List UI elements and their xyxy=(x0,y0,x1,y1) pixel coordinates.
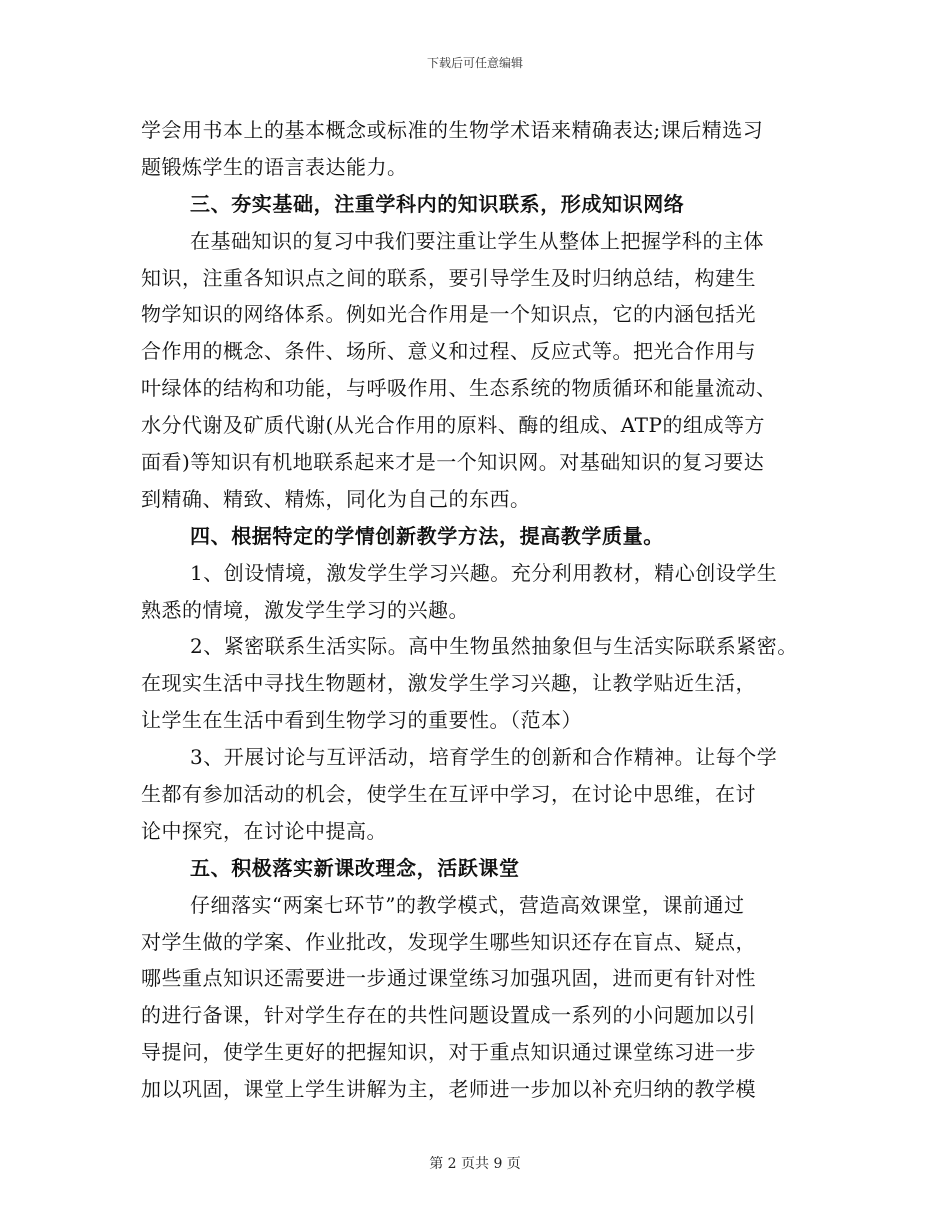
paragraph-line: 哪些重点知识还需要进一步通过课堂练习加强巩固，进而更有针对性 xyxy=(141,966,756,991)
paragraph-line: 物学知识的网络体系。例如光合作用是一个知识点，它的内涵包括光 xyxy=(141,302,756,327)
paragraph-line: 仔细落实“两案七环节”的教学模式，营造高效课堂，课前通过 xyxy=(190,892,745,917)
paragraph-line: 3、开展讨论与互评活动，培育学生的创新和合作精神。让每个学 xyxy=(190,745,778,770)
paragraph-line: 到精确、精致、精炼，同化为自己的东西。 xyxy=(141,486,531,511)
section-heading: 四、根据特定的学情创新教学方法，提高教学质量。 xyxy=(190,523,664,548)
page-header-note: 下载后可任意编辑 xyxy=(426,56,523,70)
section-heading: 五、积极落实新课改理念，活跃课堂 xyxy=(190,855,520,880)
section-heading: 三、夯实基础，注重学科内的知识联系，形成知识网络 xyxy=(190,191,685,216)
paragraph-line: 合作用的概念、条件、场所、意义和过程、反应式等。把光合作用与 xyxy=(141,339,756,364)
paragraph-line: 1、创设情境，激发学生学习兴趣。充分利用教材，精心创设学生 xyxy=(190,560,778,585)
paragraph-line: 在现实生活中寻找生物题材，激发学生学习兴趣，让教学贴近生活， xyxy=(141,671,756,696)
paragraph-line: 学会用书本上的基本概念或标准的生物学术语来精确表达;课后精选习 xyxy=(141,118,764,142)
paragraph-line: 的进行备课，针对学生存在的共性问题设置成一系列的小问题加以引 xyxy=(141,1003,756,1028)
paragraph-line: 水分代谢及矿质代谢(从光合作用的原料、酶的组成、ATP的组成等方 xyxy=(141,413,765,438)
page-number-footer: 第 2 页共 9 页 xyxy=(429,1156,521,1172)
paragraph-line: 题锻炼学生的语言表达能力。 xyxy=(141,154,408,179)
paragraph-line: 论中探究，在讨论中提高。 xyxy=(141,818,387,843)
paragraph-line: 加以巩固，课堂上学生讲解为主，老师进一步加以补充归纳的教学模 xyxy=(141,1077,756,1102)
paragraph-line: 2、紧密联系生活实际。高中生物虽然抽象但与生活实际联系紧密。 xyxy=(190,634,798,659)
paragraph-line: 让学生在生活中看到生物学习的重要性。（范本） xyxy=(141,708,582,733)
paragraph-line: 叶绿体的结构和功能，与呼吸作用、生态系统的物质循环和能量流动、 xyxy=(141,376,777,401)
paragraph-line: 知识，注重各知识点之间的联系，要引导学生及时归纳总结，构建生 xyxy=(141,265,756,290)
paragraph-line: 生都有参加活动的机会，使学生在互评中学习，在讨论中思维，在讨 xyxy=(141,782,756,807)
paragraph-line: 对学生做的学案、作业批改，发现学生哪些知识还存在盲点、疑点， xyxy=(141,929,756,954)
paragraph-line: 面看)等知识有机地联系起来才是一个知识网。对基础知识的复习要达 xyxy=(141,450,765,475)
document-body xyxy=(141,112,841,1108)
paragraph-line: 在基础知识的复习中我们要注重让学生从整体上把握学科的主体 xyxy=(190,228,764,253)
paragraph-line: 导提问，使学生更好的把握知识，对于重点知识通过课堂练习进一步 xyxy=(141,1040,756,1065)
paragraph-line: 熟悉的情境，激发学生学习的兴趣。 xyxy=(141,597,469,622)
